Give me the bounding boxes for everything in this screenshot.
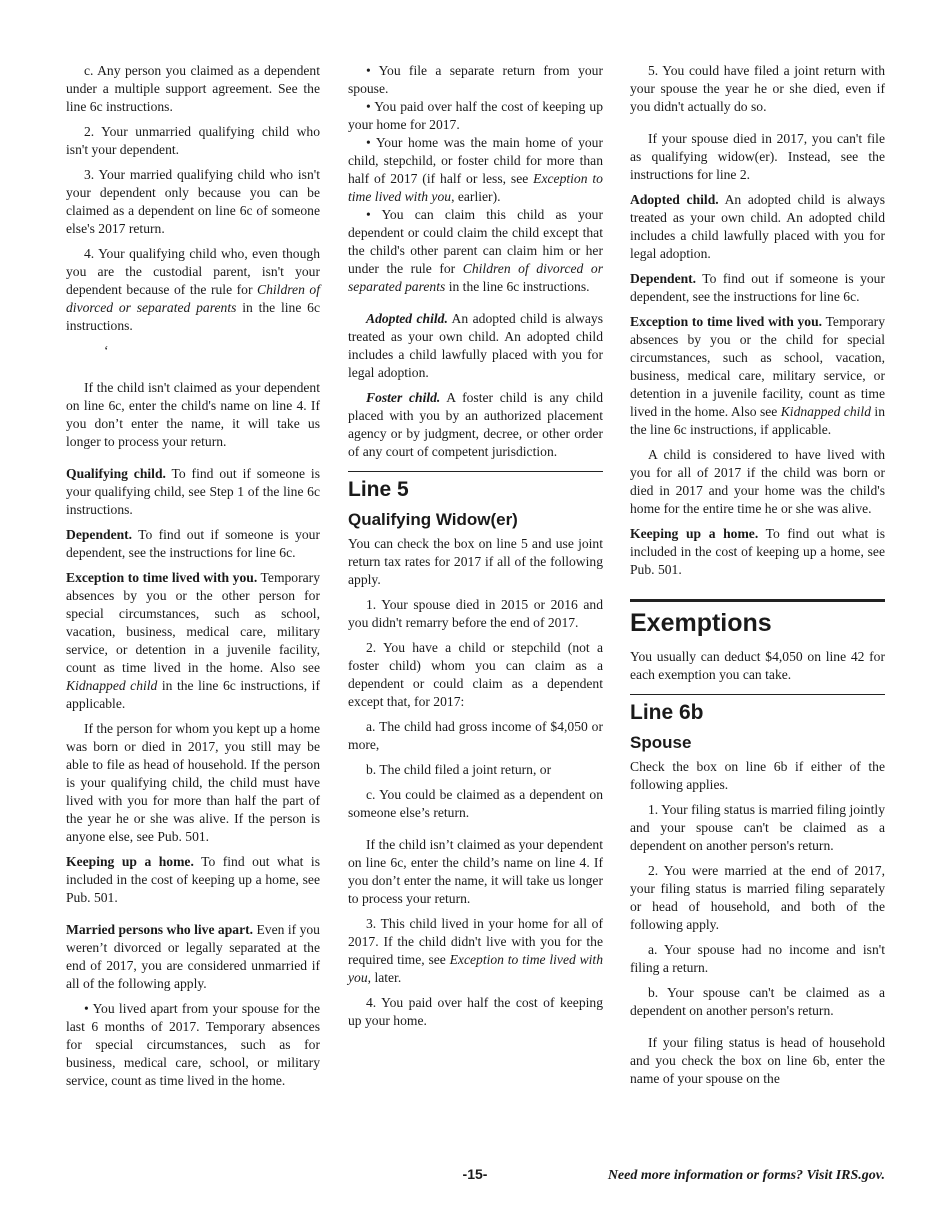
bullet-item: • You lived apart from your spouse for the last 6 months of 2017. Temporary absences for special circumstances, such as for business, medical care, school, or military service, count as time lived in the home. [66,1001,320,1088]
exemptions-heading: Exemptions [630,609,772,637]
column-3 [630,62,885,1095]
line-5-heading: Line 5 [348,478,409,501]
dependent-paragraph: Dependent. To find out if someone is your dependent, see the instructions for line 6c. [66,527,320,560]
paragraph: 1. Your spouse died in 2015 or 2016 and you didn't remarry before the end of 2017. [348,597,603,630]
paragraph: If the person for whom you kept up a home was born or died in 2017, you still may be able to file as head of household. If the person is your qualifying child, the child must have lived with you for more than half the part of the year he or she was alive. If the person is anyone else, see Pub. 501. [66,721,320,844]
page-number: -15- [462,1166,488,1182]
paragraph: You can check the box on line 5 and use joint return tax rates for 2017 if all of the following apply. [348,536,603,587]
keeping-up-home-paragraph: Keeping up a home. To find out what is included in the cost of keeping up a home, see Pub. 501. [66,854,320,905]
paragraph: If the child isn’t claimed as your dependent on line 6c, enter the child’s name on line 4. If you don’t enter the name, it will take us longer to process your return. [348,837,603,906]
qualifying-child-paragraph: Qualifying child. To find out if someone is your qualifying child, see Step 1 of the line 6c instructions. [66,466,320,517]
paragraph: c. Any person you claimed as a dependent under a multiple support agreement. See the line 6c instructions. [66,63,320,114]
paragraph: 2. Your unmarried qualifying child who isn't your dependent. [66,124,320,157]
married-persons-paragraph: Married persons who live apart. Even if you weren’t divorced or legally separated at the end of 2017, you are considered unmarried if all of the following apply. [66,922,320,991]
foster-child-paragraph: Foster child. A foster child is any child placed with you by an authorized placement agency or by judgment, decree, or other order of any court of competent jurisdiction. [348,390,603,459]
paragraph: a. Your spouse had no income and isn't filing a return. [630,942,885,975]
column-1 [66,62,320,1090]
paragraph: 4. You paid over half the cost of keeping up your home. [348,995,603,1028]
bullet-item: • Your home was the main home of your child, stepchild, or foster child for more than half of 2017 (if half or less, see Exception to time lived with you, earlier). [348,135,603,204]
paragraph: 2. You have a child or stepchild (not a foster child) whom you can claim as a dependent or could claim as a dependent except that, for 2017: [348,640,603,709]
paragraph: 5. You could have filed a joint return with your spouse the year he or she died, even if you didn't actually do so. [630,63,885,114]
bullet-item: • You paid over half the cost of keeping up your home for 2017. [348,99,603,132]
paragraph: If your spouse died in 2017, you can't file as qualifying widow(er). Instead, see the instructions for line 2. [630,131,885,182]
paragraph: Check the box on line 6b if either of the following applies. [630,759,885,792]
keeping-up-home-paragraph: Keeping up a home. To find out what is included in the cost of keeping up a home, see Pub. 501. [630,526,885,577]
column-2 [348,62,603,1037]
adopted-child-paragraph: Adopted child. An adopted child is always treated as your own child. An adopted child includes a child lawfully placed with you for legal adoption. [630,192,885,261]
bullet-item: • You file a separate return from your spouse. [348,63,603,96]
adopted-child-paragraph: Adopted child. An adopted child is always treated as your own child. An adopted child includes a child lawfully placed with you for legal adoption. [348,311,603,380]
exception-paragraph: Exception to time lived with you. Temporary absences by you or the child for special circumstances, such as school, vacation, business, medical care, military service, or detention in a juvenile facility, count as time lived in the home. Also see Kidnapped child in the line 6c instructions, if applicable. [630,314,886,437]
paragraph: b. Your spouse can't be claimed as a dependent on another person's return. [630,985,885,1018]
section-rule [630,694,885,695]
footer-note: Need more information or forms? Visit IRS.gov. [607,1168,885,1183]
section-rule [348,471,603,472]
paragraph: b. The child filed a joint return, or [366,762,552,777]
paragraph: If the child isn't claimed as your dependent on line 6c, enter the child's name on line 4. If you don’t enter the name, it will take us longer to process your return. [66,380,320,449]
paragraph: You usually can deduct $4,050 on line 42 for each exemption you can take. [630,649,885,682]
paragraph: If your filing status is head of household and you check the box on line 6b, enter the name of your spouse on the [630,1035,885,1086]
paragraph: 3. This child lived in your home for all of 2017. If the child didn't live with you for the required time, see Exception to time lived with you, later. [348,916,603,985]
qualifying-widower-heading: Qualifying Widow(er) [348,510,518,529]
section-rule-thick [630,599,885,602]
paragraph: 4. Your qualifying child who, even though you are the custodial parent, isn't your dependent because of the rule for Children of divorced or separated parents in the line 6c instructions. [66,246,320,333]
line-6b-heading: Line 6b [630,701,704,724]
spouse-heading: Spouse [630,733,692,752]
paragraph: 1. Your filing status is married filing jointly and your spouse can't be claimed as a dependent on another person's return. [630,802,885,853]
dependent-paragraph: Dependent. To find out if someone is your dependent, see the instructions for line 6c. [630,271,885,304]
paragraph: a. The child had gross income of $4,050 or more, [348,719,603,752]
bullet-item: • You can claim this child as your dependent or could claim the child except that the child's other parent can claim him or her under the rule for Children of divorced or separated parents in the line 6c instructions. [348,207,603,294]
paragraph: A child is considered to have lived with you for all of 2017 if the child was born or died in 2017 and your home was the child's home for the entire time he or she was alive. [630,447,885,516]
paragraph: 3. Your married qualifying child who isn't your dependent only because you can be claimed as a dependent on line 6c of someone else's 2017 return. [66,167,320,236]
paragraph: c. You could be claimed as a dependent on someone else’s return. [348,787,603,820]
exception-paragraph: Exception to time lived with you. Temporary absences by you or the other person for special circumstances, such as school, vacation, business, medical care, military service, or detention in a juvenile facility, count as time lived in the home. Also see Kidnapped child in the line 6c instructions, if applicable. [66,570,320,711]
paragraph: 2. You were married at the end of 2017, your filing status is married filing separately or head of household, and both of the following apply. [630,863,885,932]
stray-mark: ‘ [104,343,109,358]
